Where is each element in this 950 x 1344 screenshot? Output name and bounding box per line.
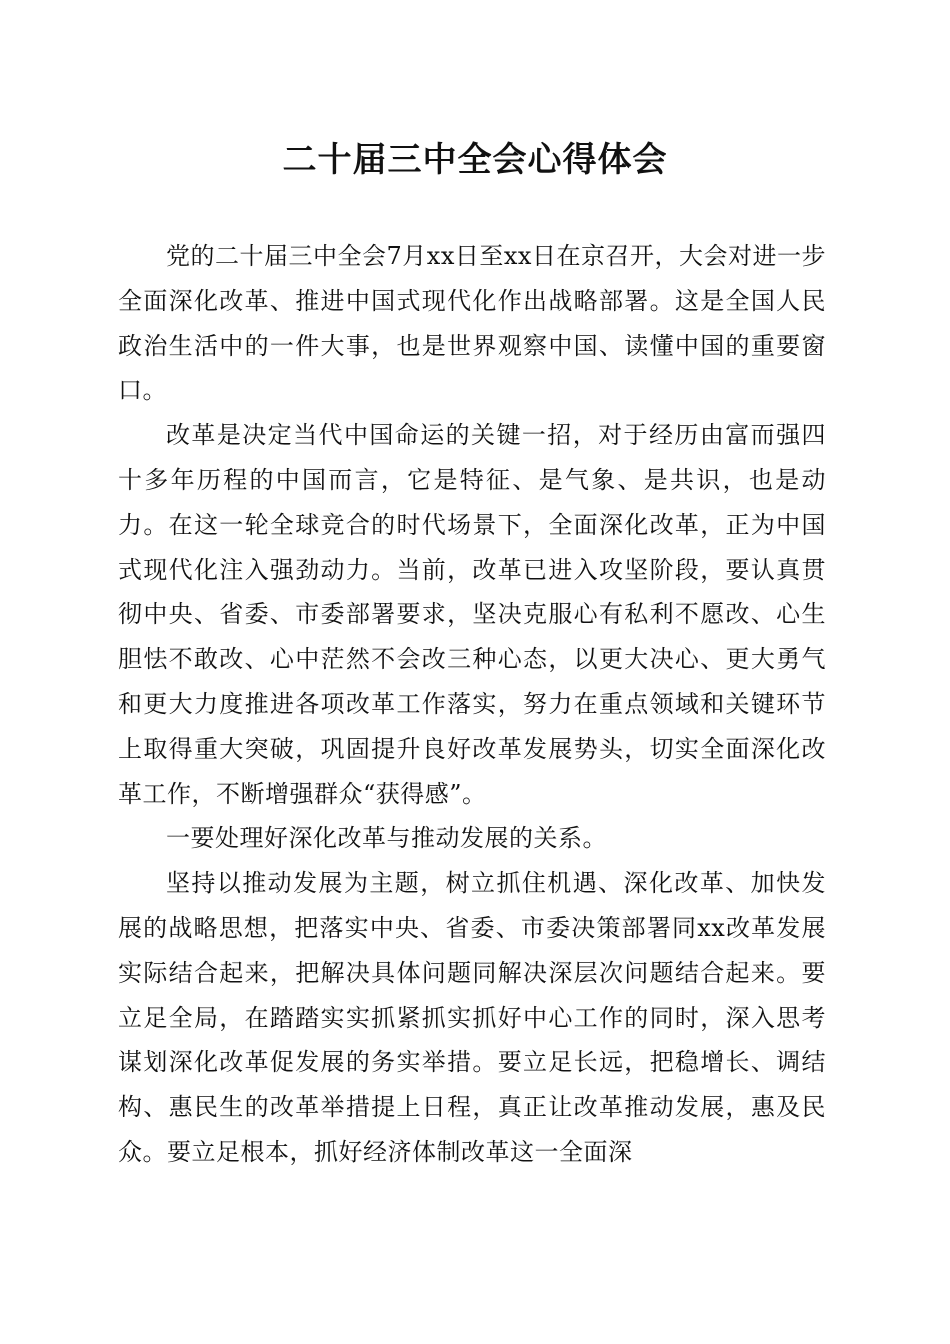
paragraph-reform: 改革是决定当代中国命运的关键一招，对于经历由富而强四十多年历程的中国而言，它是特征、是气象、是共识，也是动力。在这一轮全球竞合的时代场景下，全面深化改革，正为中国式现代化注入强劲动力。当前，改革已进入攻坚阶段，要认真贯彻中央、省委、市委部署要求，坚决克服心有私利不愿改、心生胆怯不敢改、心中茫然不会改三种心态，以更大决心、更大勇气和更大力度推进各项改革工作落实，努力在重点领域和关键环节上取得重大突破，巩固提升良好改革发展势头，切实全面深化改革工作，不断增强群众“获得感”。	[118, 421, 826, 808]
document-body	[118, 234, 826, 1175]
paragraph-heading-one: 一要处理好深化改革与推动发展的关系。	[166, 824, 607, 853]
paragraph-intro: 党的二十届三中全会7月xx日至xx日在京召开，大会对进一步全面深化改革、推进中国式现代化作出战略部署。这是全国人民政治生活中的一件大事，也是世界观察中国、读懂中国的重要窗口。	[118, 242, 826, 405]
document-title: 二十届三中全会心得体会	[282, 140, 668, 180]
paragraph-development: 坚持以推动发展为主题，树立抓住机遇、深化改革、加快发展的战略思想，把落实中央、省委、市委决策部署同xx改革发展实际结合起来，把解决具体问题同解决深层次问题结合起来。要立足全局，在踏踏实实抓紧抓实抓好中心工作的同时，深入思考谋划深化改革促发展的务实举措。要立足长远，把稳增长、调结构、惠民生的改革举措提上日程，真正让改革推动发展，惠及民众。要立足根本，抓好经济体制改革这一全面深	[118, 869, 826, 1166]
